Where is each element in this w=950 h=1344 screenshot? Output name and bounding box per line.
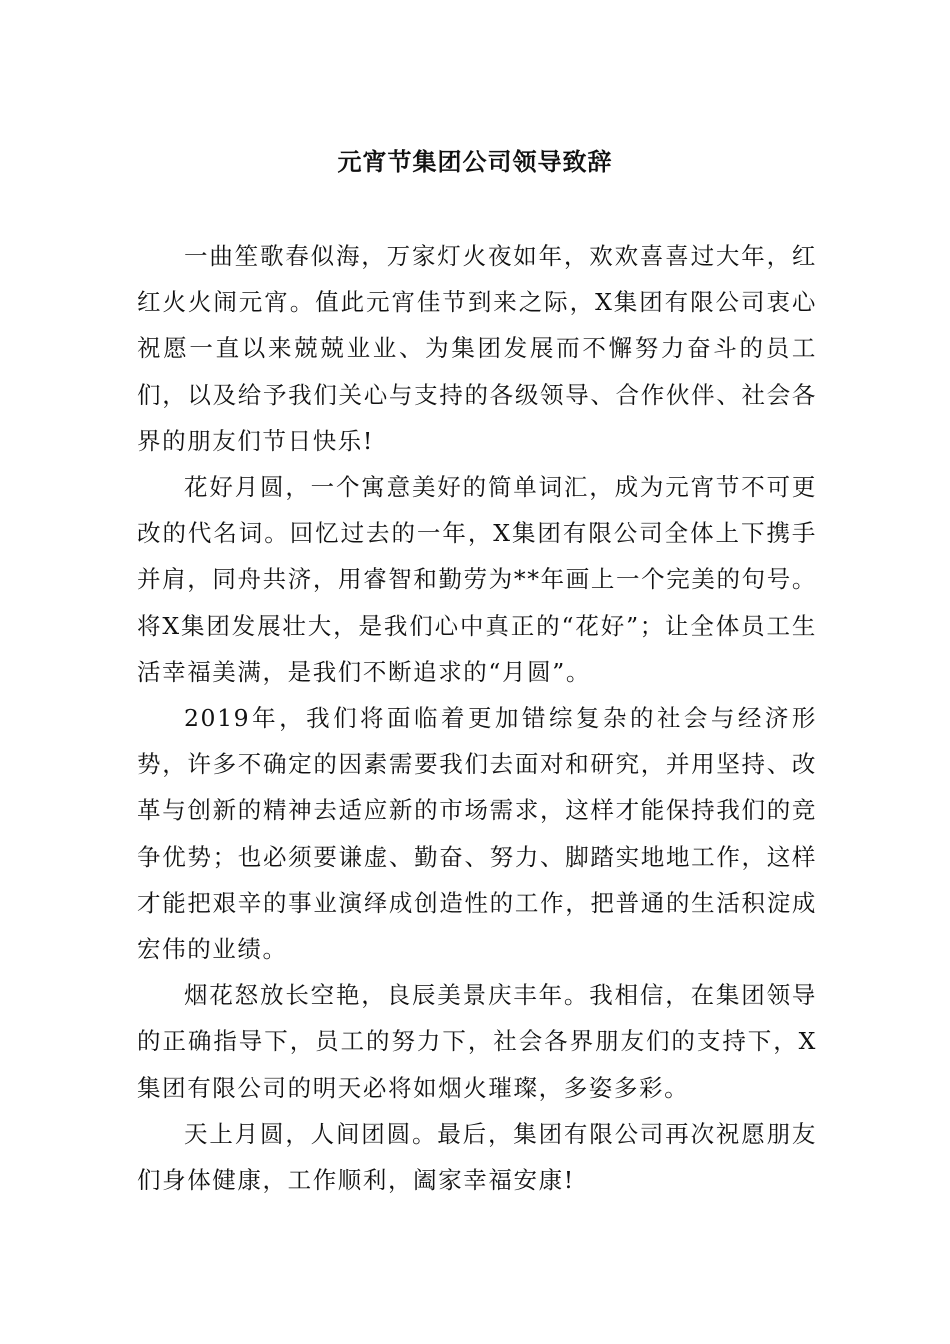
document-title: 元宵节集团公司领导致辞 <box>337 147 613 176</box>
document-body <box>137 233 817 1203</box>
paragraph: 烟花怒放长空艳，良辰美景庆丰年。我相信，在集团领导的正确指导下，员工的努力下，社会各界朋友们的支持下，X集团有限公司的明天必将如烟火璀璨，多姿多彩。 <box>137 981 817 1102</box>
paragraph: 一曲笙歌春似海，万家灯火夜如年，欢欢喜喜过大年，红红火火闹元宵。值此元宵佳节到来之际，X集团有限公司衷心祝愿一直以来兢兢业业、为集团发展而不懈努力奋斗的员工们，以及给予我们关心与支持的各级领导、合作伙伴、社会各界的朋友们节日快乐! <box>137 242 817 455</box>
paragraph: 2019年，我们将面临着更加错综复杂的社会与经济形势，许多不确定的因素需要我们去面对和研究，并用坚持、改革与创新的精神去适应新的市场需求，这样才能保持我们的竞争优势；也必须要谦虚、勤奋、努力、脚踏实地地工作，这样才能把艰辛的事业演绎成创造性的工作，把普通的生活积淀成宏伟的业绩。 <box>137 704 817 964</box>
paragraph: 天上月圆，人间团圆。最后，集团有限公司再次祝愿朋友们身体健康，工作顺利，阖家幸福安康! <box>137 1119 817 1195</box>
paragraph: 花好月圆，一个寓意美好的简单词汇，成为元宵节不可更改的代名词。回忆过去的一年，X集团有限公司全体上下携手并肩，同舟共济，用睿智和勤劳为**年画上一个完美的句号。将X集团发展壮大，是我们心中真正的“花好”；让全体员工生活幸福美满，是我们不断追求的“月圆”。 <box>137 473 817 686</box>
